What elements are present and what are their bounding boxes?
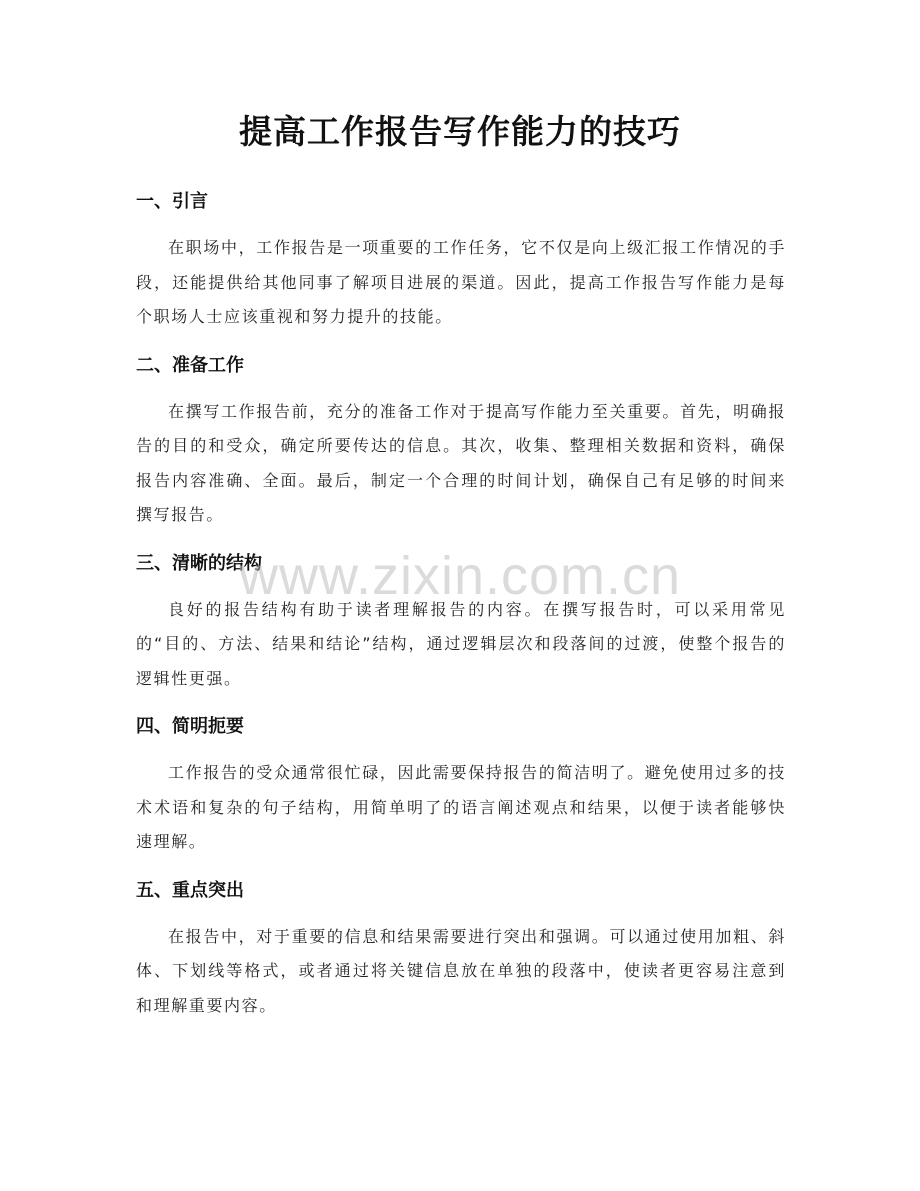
section-heading: 二、准备工作 (136, 354, 244, 376)
document-title: 提高工作报告写作能力的技巧 (239, 112, 681, 151)
section-highlight (136, 872, 786, 1024)
section-concise (136, 708, 786, 860)
section-paragraph: 工作报告的受众通常很忙碌，因此需要保持报告的简洁明了。避免使用过多的技术术语和复杂的句子结构，用简单明了的语言阐述观点和结果，以便于读者能够快速理解。 (136, 763, 786, 851)
document-body (136, 183, 786, 1035)
section-paragraph: 在职场中，工作报告是一项重要的工作任务，它不仅是向上级汇报工作情况的手段，还能提供给其他同事了解项目进展的渠道。因此，提高工作报告写作能力是每个职场人士应该重视和努力提升的技能。 (136, 238, 786, 326)
section-paragraph: 良好的报告结构有助于读者理解报告的内容。在撰写报告时，可以采用常见的“目的、方法、结果和结论”结构，通过逻辑层次和段落间的过渡，使整个报告的逻辑性更强。 (136, 599, 786, 688)
section-heading: 五、重点突出 (136, 879, 244, 901)
section-introduction (136, 183, 786, 335)
section-paragraph: 在撰写工作报告前，充分的准备工作对于提高写作能力至关重要。首先，明确报告的目的和受众，确定所要传达的信息。其次，收集、整理相关数据和资料，确保报告内容准确、全面。最后，制定一个合理的时间计划，确保自己有足够的时间来撰写报告。 (136, 401, 786, 524)
section-heading: 三、清晰的结构 (136, 552, 262, 574)
section-structure (136, 545, 786, 697)
section-preparation (136, 347, 786, 533)
section-heading: 四、简明扼要 (136, 716, 244, 737)
section-paragraph: 在报告中，对于重要的信息和结果需要进行突出和强调。可以通过使用加粗、斜体、下划线等格式，或者通过将关键信息放在单独的段落中，使读者更容易注意到和理解重要内容。 (136, 926, 786, 1015)
watermark: www.zixin.com.cn (238, 546, 682, 606)
section-heading: 一、引言 (136, 191, 208, 212)
